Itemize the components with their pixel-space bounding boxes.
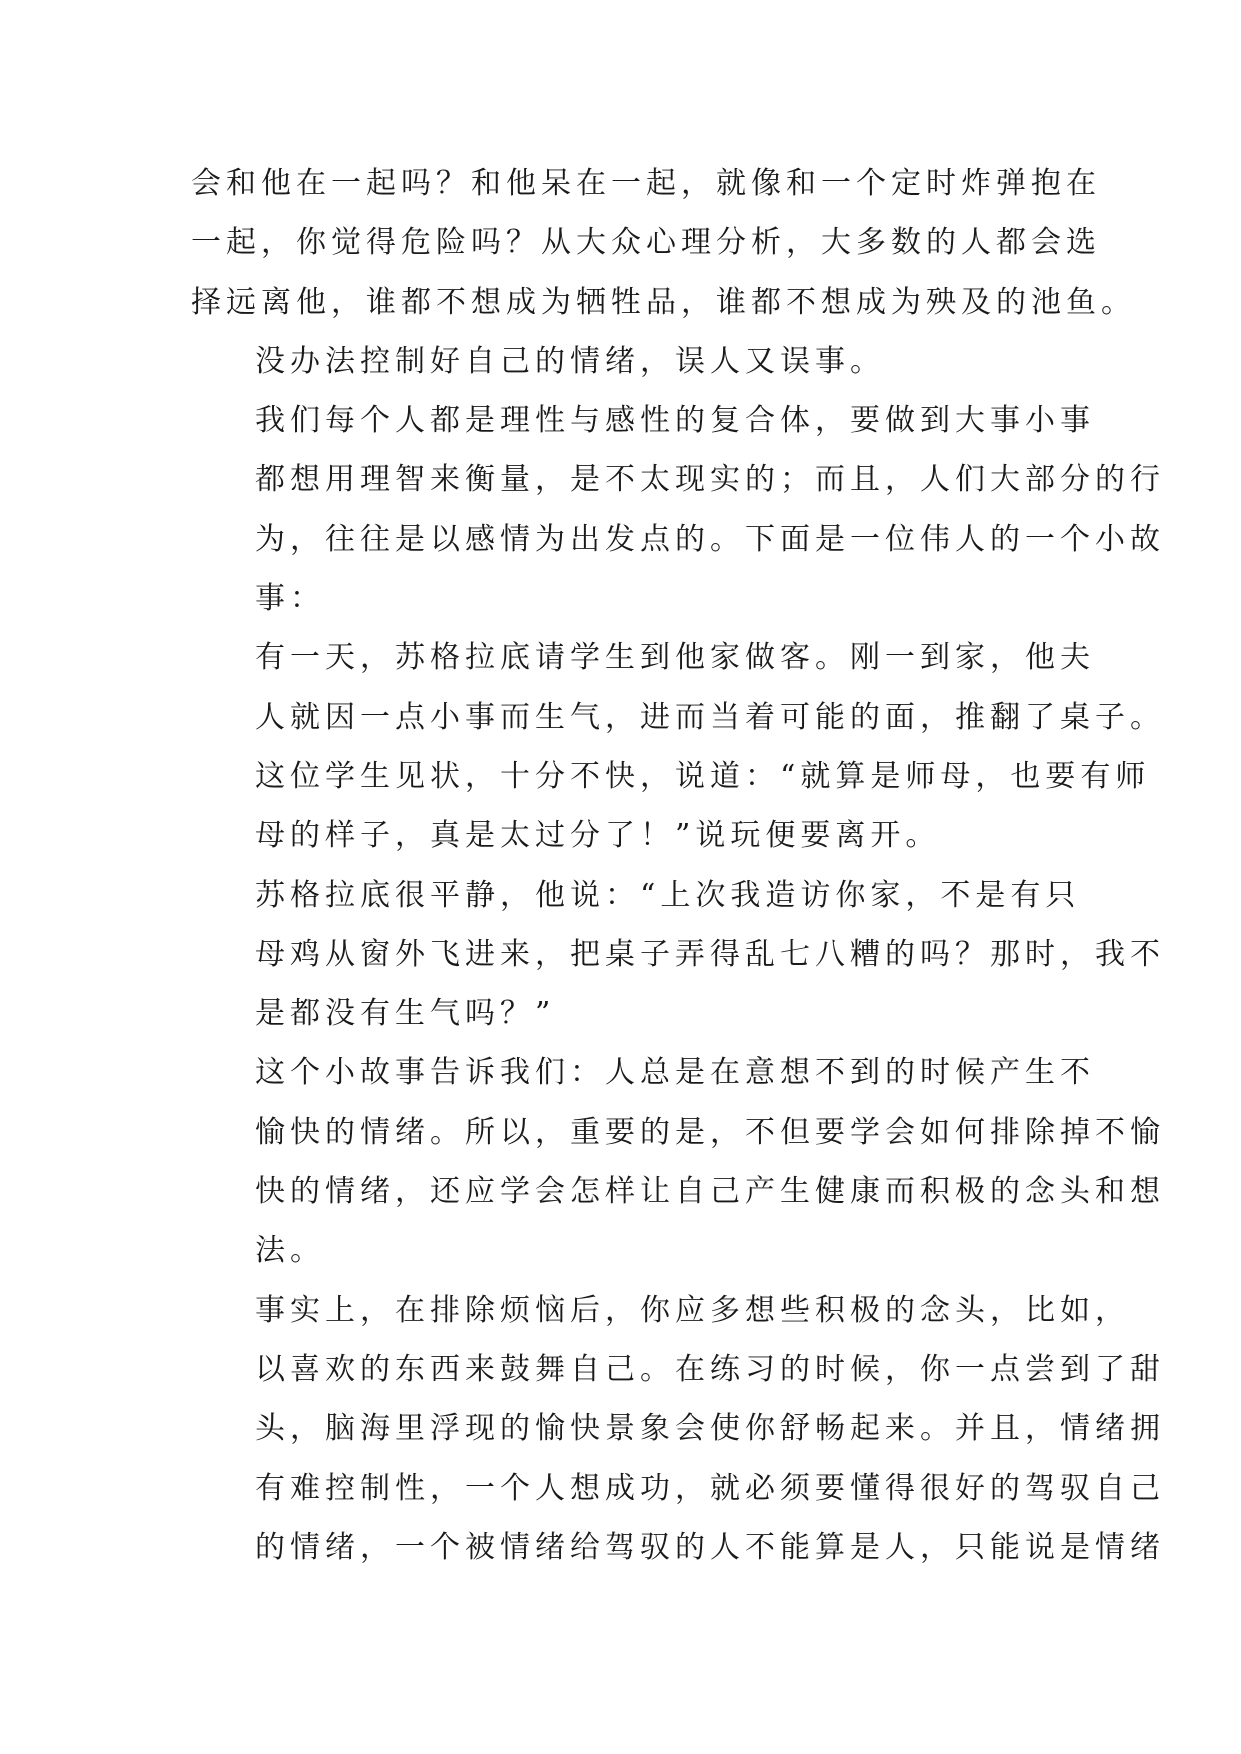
text-line: 有难控制性，一个人想成功，就必须要懂得很好的驾驭自己: [255, 1470, 1165, 1506]
text-line: 没办法控制好自己的情绪，误人又误事。: [255, 343, 885, 379]
text-line: 我们每个人都是理性与感性的复合体，要做到大事小事: [255, 403, 1095, 439]
document-body: [191, 154, 1165, 1577]
text-line: 事实上，在排除烦恼后，你应多想些积极的念头，比如，: [255, 1292, 1130, 1328]
paragraph-5: [191, 866, 1165, 1044]
text-line: 头，脑海里浮现的愉快景象会使你舒畅起来。并且，情绪拥: [255, 1411, 1165, 1447]
text-line: 的情绪，一个被情绪给驾驭的人不能算是人，只能说是情绪: [255, 1529, 1165, 1565]
paragraph-2: [191, 332, 1071, 391]
text-line: 苏格拉底很平静，他说：“上次我造访你家，不是有只: [255, 877, 1081, 913]
text-line: 都想用理智来衡量，是不太现实的；而且，人们大部分的行: [255, 462, 1165, 498]
text-line: 这个小故事告诉我们：人总是在意想不到的时候产生不: [255, 1055, 1095, 1091]
text-line: 法。: [255, 1233, 325, 1269]
text-line: 一起，你觉得危险吗？从大众心理分析，大多数的人都会选: [191, 225, 1101, 261]
text-line: 事：: [255, 581, 325, 617]
text-line: 母鸡从窗外飞进来，把桌子弄得乱七八糟的吗？那时，我不: [255, 936, 1165, 972]
text-line: 快的情绪，还应学会怎样让自己产生健康而积极的念头和想: [255, 1174, 1165, 1210]
text-line: 为，往往是以感情为出发点的。下面是一位伟人的一个小故: [255, 521, 1165, 557]
paragraph-6: [191, 1043, 1165, 1280]
text-line: 有一天，苏格拉底请学生到他家做客。刚一到家，他夫: [255, 640, 1095, 676]
text-line: 会和他在一起吗？和他呆在一起，就像和一个定时炸弹抱在: [191, 166, 1101, 201]
text-line: 以喜欢的东西来鼓舞自己。在练习的时候，你一点尝到了甜: [255, 1351, 1165, 1387]
text-line: 这位学生见状，十分不快，说道：“就算是师母，也要有师: [255, 758, 1151, 794]
paragraph-4: [191, 628, 1165, 865]
text-line: 择远离他，谁都不想成为牺牲品，谁都不想成为殃及的池鱼。: [191, 284, 1136, 320]
text-line: 人就因一点小事而生气，进而当着可能的面，推翻了桌子。: [255, 699, 1165, 735]
text-line: 母的样子，真是太过分了！”说玩便要离开。: [255, 818, 941, 854]
paragraph-1: [191, 154, 1136, 332]
text-line: 愉快的情绪。所以，重要的是，不但要学会如何排除掉不愉: [255, 1114, 1165, 1150]
paragraph-3: [191, 391, 1165, 628]
paragraph-7: [191, 1281, 1165, 1577]
text-line: 是都没有生气吗？”: [255, 996, 556, 1032]
